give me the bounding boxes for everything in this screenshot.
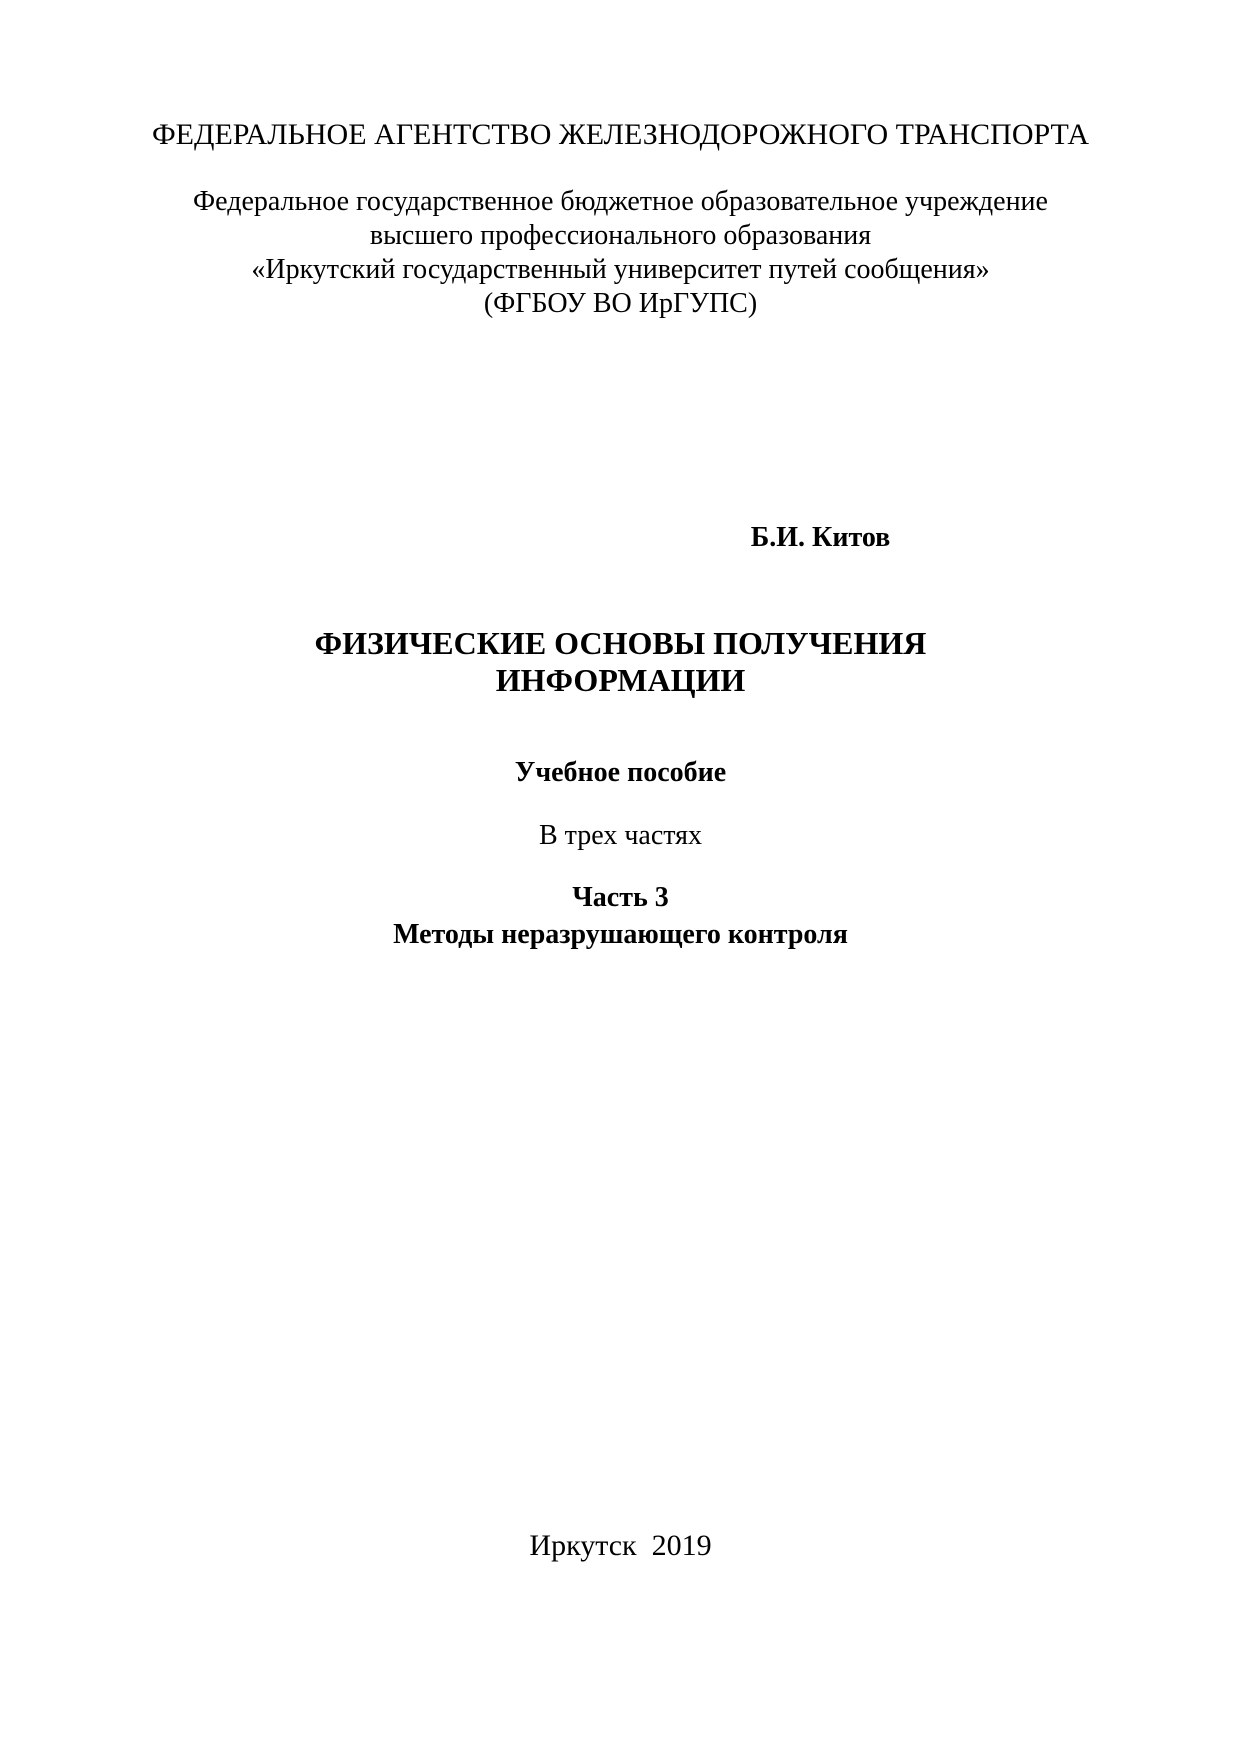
parts-note: В трех частях xyxy=(539,820,702,851)
institution-line-1: Федеральное государственное бюджетное образовательное учреждение xyxy=(193,186,1048,217)
part-title: Методы неразрушающего контроля xyxy=(393,919,848,950)
document-type: Учебное пособие xyxy=(514,757,727,788)
part-number: Часть 3 xyxy=(572,882,669,913)
agency-name: ФЕДЕРАЛЬНОЕ АГЕНТСТВО ЖЕЛЕЗНОДОРОЖНОГО ТРАНСПОРТА xyxy=(151,118,1090,151)
institution-line-2: высшего профессионального образования xyxy=(369,220,872,251)
institution-abbreviation: (ФГБОУ ВО ИрГУПС) xyxy=(483,288,758,319)
author-name: Б.И. Китов xyxy=(750,522,891,553)
book-title-line-2: ИНФОРМАЦИИ xyxy=(495,662,746,698)
book-title-line-1: ФИЗИЧЕСКИЕ ОСНОВЫ ПОЛУЧЕНИЯ xyxy=(314,625,927,661)
institution-line-3: «Иркутский государственный университет путей сообщения» xyxy=(251,254,990,285)
city-year: Иркутск 2019 xyxy=(529,1529,712,1562)
